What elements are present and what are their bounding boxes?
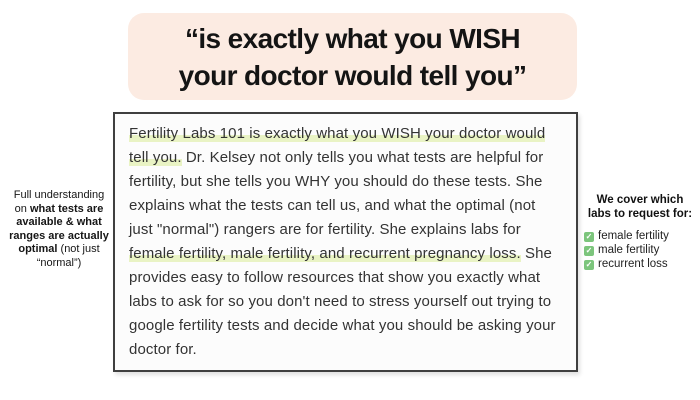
quote-banner xyxy=(128,13,577,100)
checkmark-icon: ✓ xyxy=(585,231,593,241)
quote-line-1: “is exactly what you WISH xyxy=(184,22,521,54)
left-annotation xyxy=(7,189,111,270)
review-box xyxy=(113,112,578,372)
text-segment: She provides easy to follow resources that show you exactly what labs to ask for so you don't need to stress yourself out trying to google fertility tests and decide what you should be asking your doctor for. xyxy=(129,245,556,358)
text-segment: Dr. Kelsey not only tells you what tests are helpful for fertility, but she tells you WHY you should do these tests. She explains what the tests can tell us, and what the optimal (not just "normal") rangers are for fertility. She explains labs for xyxy=(129,149,544,238)
review-paragraph xyxy=(129,122,562,362)
text-segment: (not just “normal”) xyxy=(36,243,100,269)
checkmark-icon: ✓ xyxy=(585,259,593,269)
checklist-item xyxy=(584,230,696,243)
checklist-item-label: male fertility xyxy=(598,244,660,256)
checklist-item-label: female fertility xyxy=(598,230,669,242)
checklist-item-label: recurrent loss xyxy=(598,258,668,270)
checklist-item xyxy=(584,258,696,271)
right-note-heading: We cover which labs to request for: xyxy=(587,194,693,220)
checklist-item xyxy=(584,244,696,257)
text-segment: what tests are available & what ranges are actually optimal xyxy=(9,202,109,255)
right-annotation xyxy=(584,193,696,271)
left-note-text xyxy=(7,189,111,270)
text-segment: Fertility Labs 101 is exactly what you WISH your doctor would tell you. xyxy=(129,125,546,166)
quote-line-2: your doctor would tell you” xyxy=(178,59,527,91)
checkmark-icon: ✓ xyxy=(585,245,593,255)
text-segment: Full understanding on xyxy=(13,189,105,215)
labs-checklist xyxy=(584,230,696,271)
text-segment: female fertility, male fertility, and recurrent pregnancy loss. xyxy=(129,245,521,262)
